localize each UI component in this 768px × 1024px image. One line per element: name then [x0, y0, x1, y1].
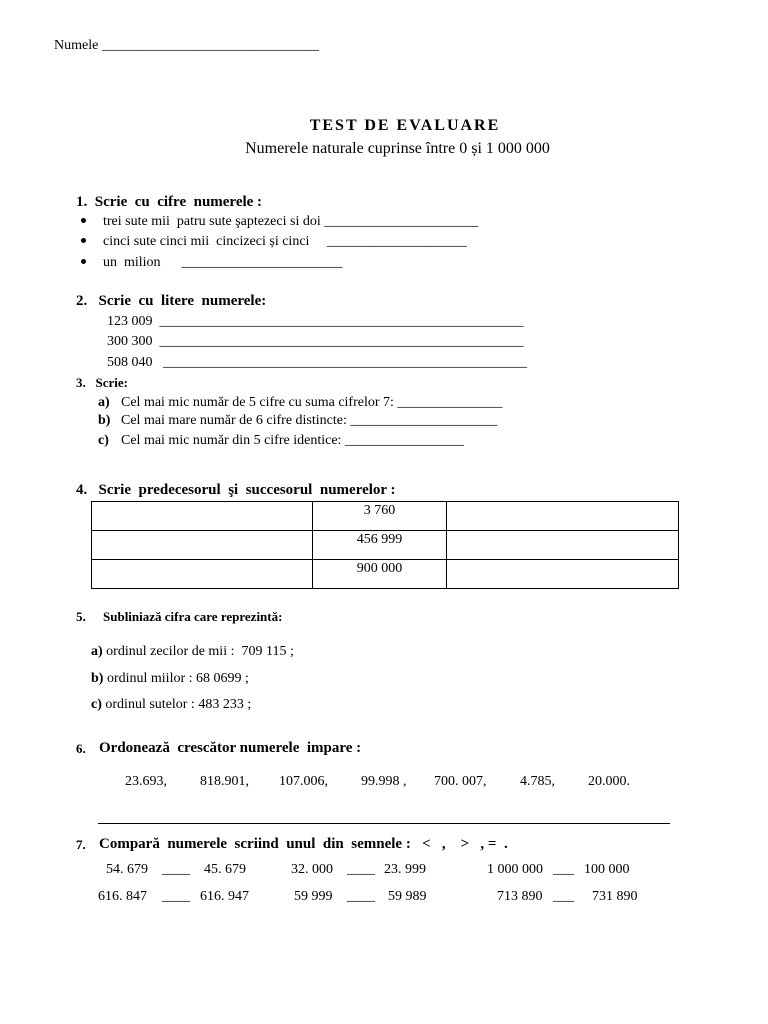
q5-letter: a) — [91, 644, 103, 659]
predecessor-cell[interactable] — [92, 502, 313, 531]
q1-heading: 1. Scrie cu cifre numerele : — [76, 194, 263, 210]
q2-heading: 2. Scrie cu litere numerele: — [76, 293, 267, 309]
compare-value: 32. 000 — [291, 862, 333, 877]
compare-value: 59 999 — [294, 889, 333, 904]
q1-item: trei sute mii patru sute şaptezeci si doi ______________________ — [103, 214, 479, 229]
successor-cell[interactable] — [447, 531, 679, 560]
compare-blank[interactable]: ____ — [347, 862, 375, 877]
q6-number-item: 20.000. — [588, 774, 630, 789]
q3-item: Cel mai mic număr din 5 cifre identice: _________________ — [121, 433, 464, 448]
q5-item-text: ordinul miilor : 68 0699 ; — [103, 671, 249, 686]
q6-number-item: 818.901, — [200, 774, 249, 789]
q7-heading: Compară numerele scriind unul din semnele : < , > , = . — [99, 836, 508, 852]
q5-item-text: ordinul zecilor de mii : 709 115 ; — [102, 644, 294, 659]
compare-value: 54. 679 — [106, 862, 148, 877]
predecessor-cell[interactable] — [92, 560, 313, 589]
compare-value: 731 890 — [592, 889, 638, 904]
q6-number-item: 23.693, — [125, 774, 167, 789]
compare-value: 1 000 000 — [487, 862, 543, 877]
compare-value: 616. 947 — [200, 889, 249, 904]
compare-value: 616. 847 — [98, 889, 147, 904]
bullet-icon — [81, 259, 86, 264]
compare-value: 100 000 — [584, 862, 630, 877]
bullet-icon — [81, 238, 86, 243]
predecessor-successor-table — [91, 501, 679, 589]
q3-item: Cel mai mare număr de 6 cifre distincte: _____________________ — [121, 413, 498, 428]
compare-blank[interactable]: ___ — [553, 862, 574, 877]
compare-value: 713 890 — [497, 889, 543, 904]
q1-item: un milion _______________________ — [103, 255, 343, 270]
q6-number-item: 700. 007, — [434, 774, 487, 789]
q3-letter: b) — [98, 413, 111, 428]
page-title: TEST DE EVALUARE — [309, 117, 501, 134]
compare-value: 23. 999 — [384, 862, 426, 877]
number-cell: 456 999 — [313, 531, 447, 560]
q5-letter: c) — [91, 697, 102, 712]
q3-heading: 3. Scrie: — [76, 375, 128, 390]
name-line: Numele _______________________________ — [54, 38, 319, 53]
q5-letter: b) — [91, 671, 104, 686]
q2-item: 508 040 ____________________________________________________ — [107, 355, 527, 370]
successor-cell[interactable] — [447, 502, 679, 531]
q6-heading: Ordonează crescător numerele impare : — [99, 740, 362, 756]
q5-item — [91, 645, 294, 659]
table-row — [92, 502, 679, 531]
q6-number-item: 4.785, — [520, 774, 555, 789]
compare-blank[interactable]: ____ — [162, 862, 190, 877]
q4-heading: 4. Scrie predecesorul şi succesorul numerelor : — [76, 482, 396, 498]
q5-item-text: ordinul sutelor : 483 233 ; — [101, 697, 252, 712]
answer-line[interactable] — [98, 823, 670, 824]
q3-letter: a) — [98, 395, 110, 410]
number-cell: 3 760 — [313, 502, 447, 531]
q5-number: 5. — [76, 609, 86, 624]
q6-number-item: 107.006, — [279, 774, 328, 789]
compare-value: 59 989 — [388, 889, 427, 904]
q5-item — [91, 698, 251, 712]
q3-letter: c) — [98, 433, 109, 448]
q1-item: cinci sute cinci mii cincizeci și cinci ____________________ — [103, 234, 467, 249]
q5-heading: Subliniază cifra care reprezintă: — [103, 609, 283, 624]
compare-blank[interactable]: ____ — [347, 889, 375, 904]
table-row — [92, 531, 679, 560]
number-cell: 900 000 — [313, 560, 447, 589]
q2-item: 300 300 ____________________________________________________ — [107, 334, 524, 349]
q3-item: Cel mai mic număr de 5 cifre cu suma cifrelor 7: _______________ — [121, 395, 503, 410]
compare-blank[interactable]: ____ — [162, 889, 190, 904]
q2-item: 123 009 ____________________________________________________ — [107, 314, 524, 329]
q6-number-item: 99.998 , — [361, 774, 407, 789]
q5-item — [91, 672, 249, 686]
bullet-icon — [81, 218, 86, 223]
successor-cell[interactable] — [447, 560, 679, 589]
q6-number: 6. — [76, 741, 86, 756]
q7-number: 7. — [76, 837, 86, 852]
table-row — [92, 560, 679, 589]
compare-value: 45. 679 — [204, 862, 246, 877]
compare-blank[interactable]: ___ — [553, 889, 574, 904]
page-subtitle: Numerele naturale cuprinse între 0 și 1 000 000 — [245, 140, 550, 157]
predecessor-cell[interactable] — [92, 531, 313, 560]
